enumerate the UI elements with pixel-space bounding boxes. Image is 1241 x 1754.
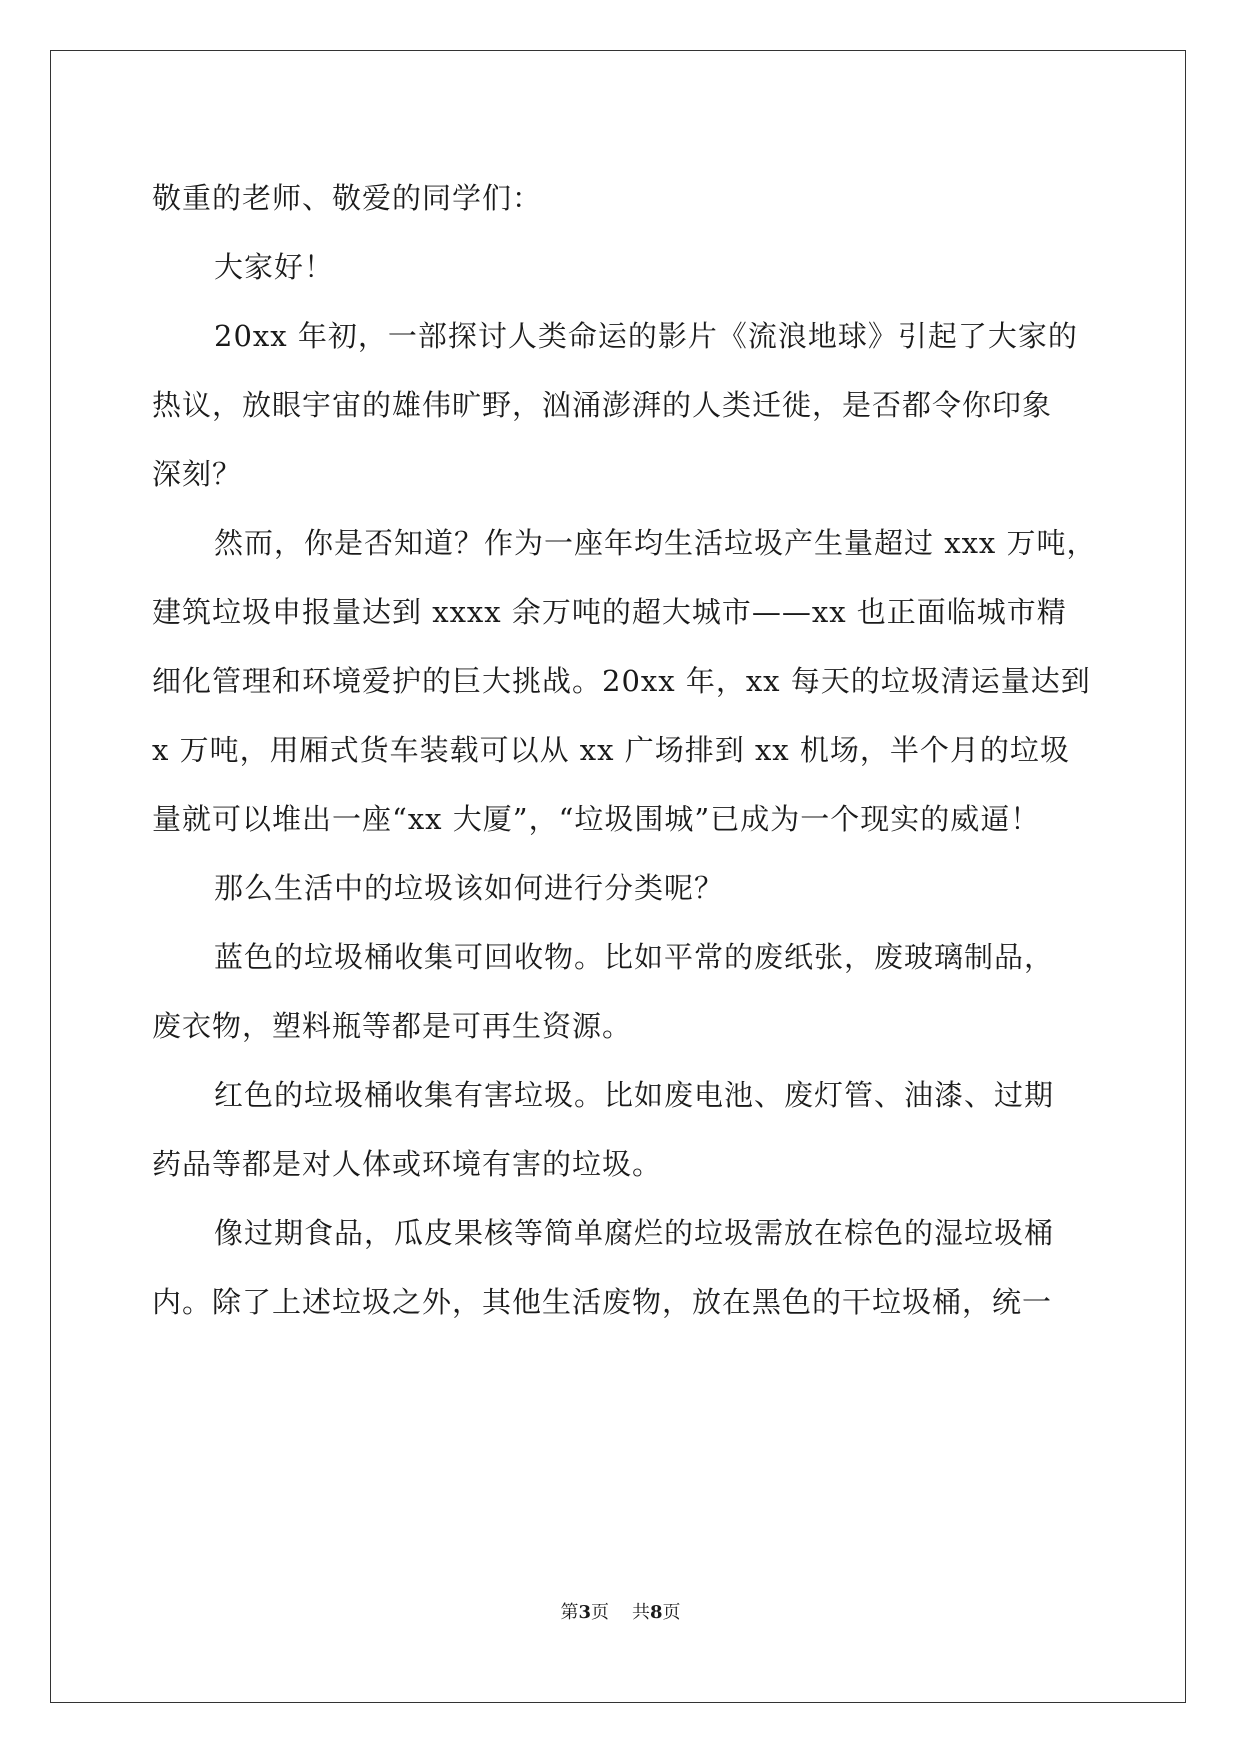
paragraph-line: 蓝色的垃圾桶收集可回收物。比如平常的废纸张，废玻璃制品， (214, 940, 1055, 974)
paragraph-line: 20xx 年初，一部探讨人类命运的影片《流浪地球》引起了大家的 (214, 319, 1078, 353)
document-body (152, 164, 1097, 1337)
paragraph-line: 细化管理和环境爱护的巨大挑战。20xx 年，xx 每天的垃圾清运量达到 (152, 664, 1091, 698)
page-footer (0, 1598, 1241, 1624)
total-prefix: 共 (631, 1602, 650, 1623)
paragraph-line: x 万吨，用厢式货车装载可以从 xx 广场排到 xx 机场，半个月的垃圾 (152, 733, 1070, 767)
paragraph-line: 量就可以堆出一座“xx 大厦”，“垃圾围城”已成为一个现实的威逼！ (152, 802, 1041, 836)
paragraph-line: 像过期食品，瓜皮果核等简单腐烂的垃圾需放在棕色的湿垃圾桶 (214, 1216, 1055, 1250)
page-number: 3 (578, 1602, 592, 1623)
paragraph-line: 敬重的老师、敬爱的同学们： (152, 181, 543, 215)
page-prefix: 第 (560, 1602, 579, 1623)
paragraph-line: 深刻？ (152, 457, 243, 491)
page-suffix: 页 (591, 1602, 610, 1623)
paragraph-line: 红色的垃圾桶收集有害垃圾。比如废电池、废灯管、油漆、过期 (214, 1078, 1055, 1112)
paragraph-line: 然而，你是否知道？作为一座年均生活垃圾产生量超过 xxx 万吨， (214, 526, 1097, 560)
total-pages: 8 (649, 1602, 663, 1623)
paragraph-line: 建筑垃圾申报量达到 xxxx 余万吨的超大城市——xx 也正面临城市精 (152, 595, 1067, 629)
paragraph-line: 那么生活中的垃圾该如何进行分类呢？ (214, 871, 725, 905)
paragraph-line: 大家好！ (214, 250, 335, 284)
paragraph-line: 废衣物，塑料瓶等都是可再生资源。 (152, 1009, 633, 1043)
paragraph-line: 热议，放眼宇宙的雄伟旷野，汹涌澎湃的人类迁徙，是否都令你印象 (152, 388, 1053, 422)
paragraph-line: 内。除了上述垃圾之外，其他生活废物，放在黑色的干垃圾桶，统一 (152, 1285, 1053, 1319)
paragraph-line: 药品等都是对人体或环境有害的垃圾。 (152, 1147, 663, 1181)
total-suffix: 页 (662, 1602, 681, 1623)
